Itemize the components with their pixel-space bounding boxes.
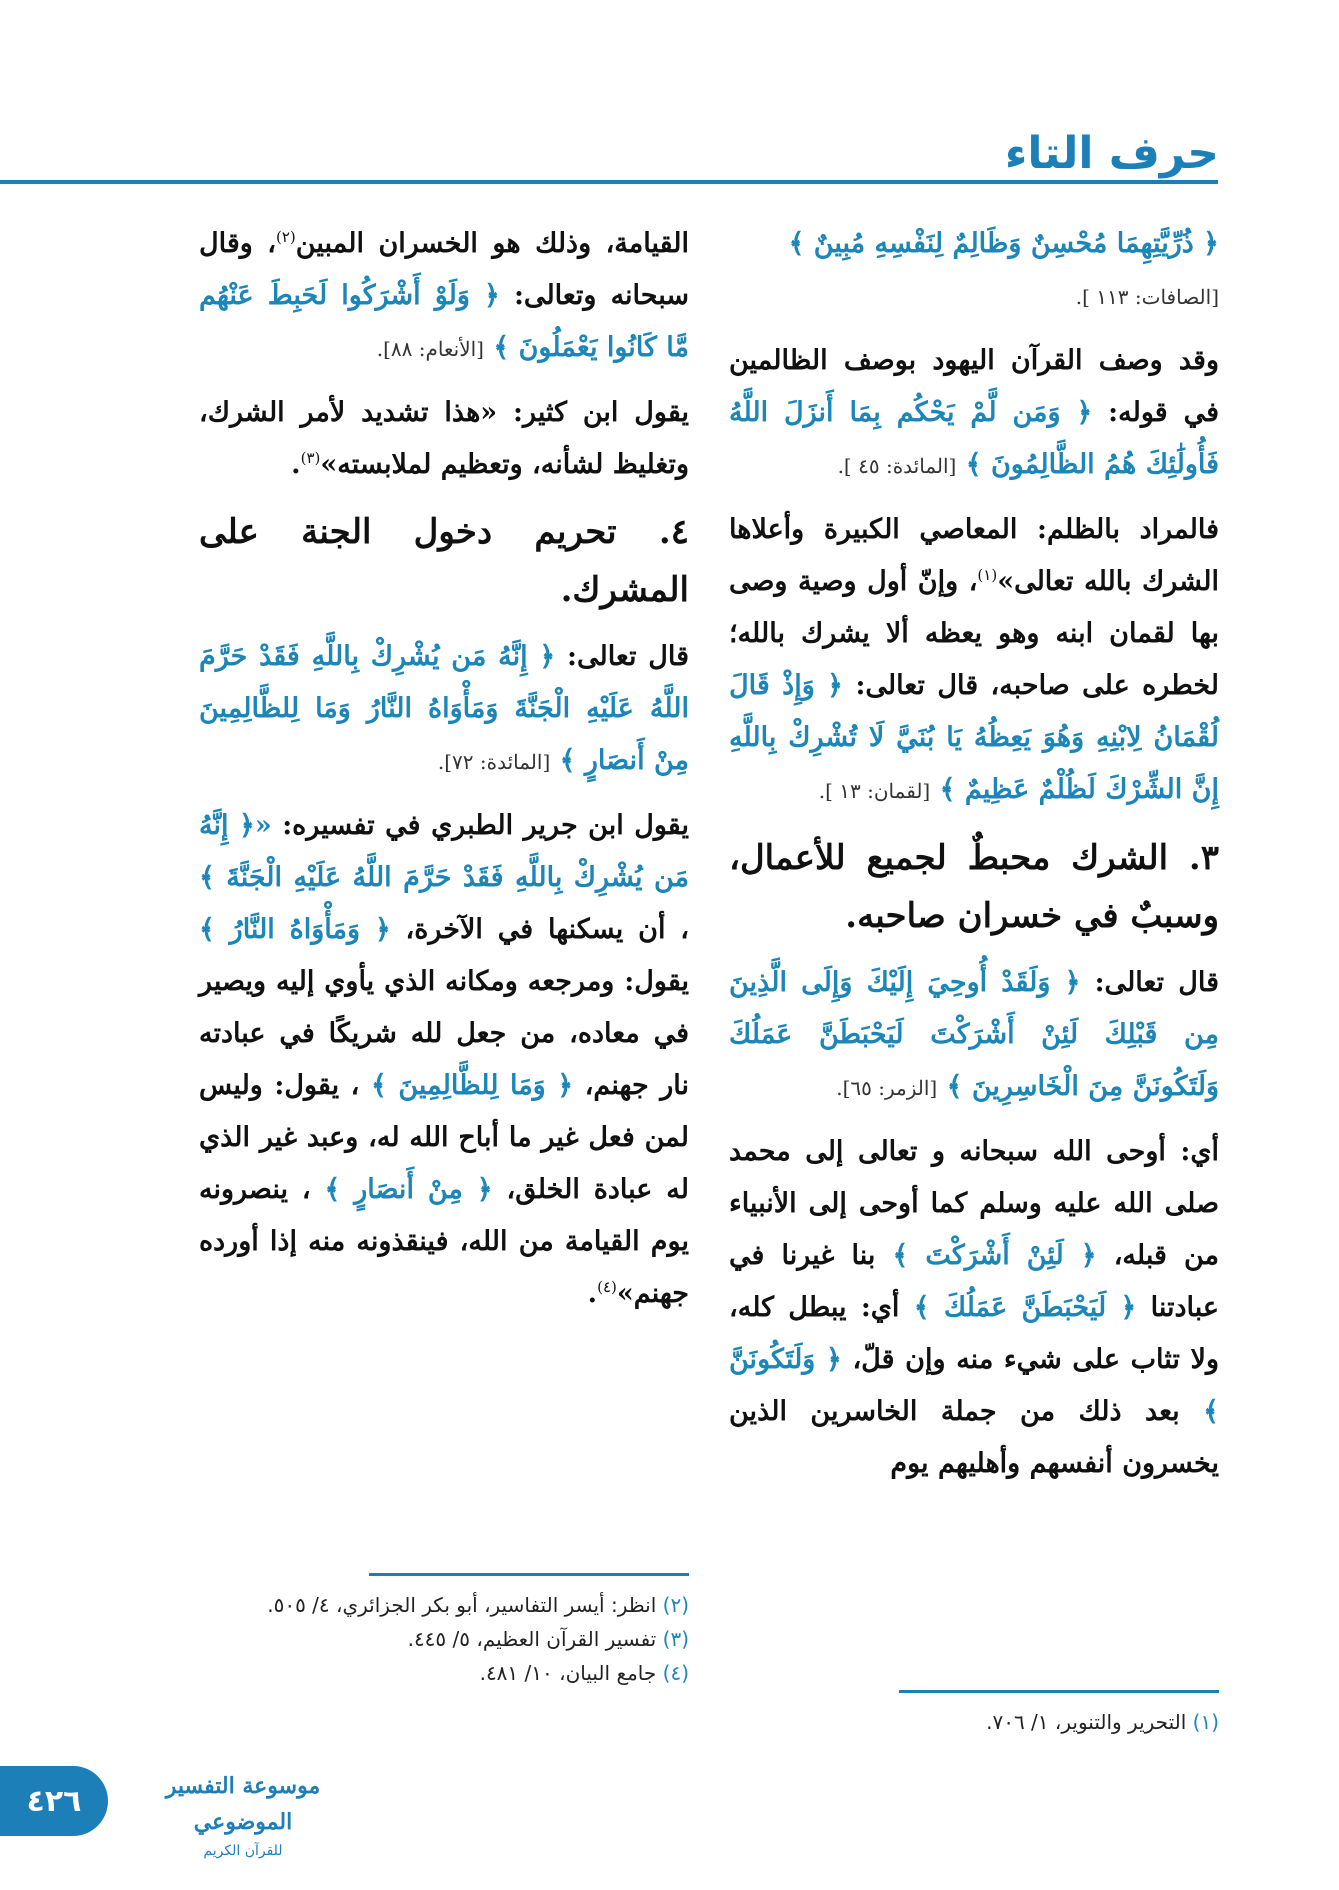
quran-verse: ﴿ وَلَتَكُونَنَّ ﴾ xyxy=(729,1344,1219,1427)
quran-verse: ﴿ وَمَأْوَاهُ النَّارُ ﴾ xyxy=(199,914,391,945)
footnote-rule xyxy=(899,1690,1219,1693)
encyclopedia-logo xyxy=(118,1768,368,1859)
body-text: ، ينصرونه يوم القيامة من الله، فينقذونه منه إذا أورده جهنم» xyxy=(199,1174,689,1309)
paragraph xyxy=(729,335,1219,492)
body-text: ، أن يسكنها في الآخرة، xyxy=(405,914,690,945)
paragraph xyxy=(199,631,689,788)
quran-verse: ﴿ لَيَحْبَطَنَّ عَمَلُكَ ﴾ xyxy=(913,1292,1137,1323)
verse-reference: [الزمر: ٦٥]. xyxy=(836,1076,938,1100)
footnote-marker[interactable]: (١) xyxy=(977,566,998,584)
quran-verse: ﴿ ذُرِّيَّتِهِمَا مُحْسِنٌ وَظَالِمٌ لِنَفْسِهِ مُبِينٌ ﴾ xyxy=(788,228,1219,259)
body-text: فالمراد بالظلم: المعاصي الكبيرة وأعلاها الشرك بالله تعالى» xyxy=(729,514,1219,597)
footnote-text: تفسير القرآن العظيم، ٥/ ٤٤٥. xyxy=(407,1627,657,1651)
section-heading: ٤. تحريم دخول الجنة على المشرك. xyxy=(199,512,689,610)
footnote-marker[interactable]: (٢) xyxy=(276,228,296,246)
footnote-text: التحرير والتنوير، ١/ ٧٠٦. xyxy=(986,1710,1187,1734)
paragraph xyxy=(199,218,689,375)
verse-reference: [لقمان: ١٣ ]. xyxy=(818,779,931,803)
quran-verse: ﴿ إِنَّهُ مَن يُشْرِكْ بِاللَّهِ فَقَدْ حَرَّمَ اللَّهُ عَلَيْهِ الْجَنَّةَ وَمَأْوَاهُ النَّارُ وَمَا لِلظَّالِمِينَ مِنْ أَنصَارٍ ﴾ xyxy=(199,641,689,776)
quran-verse: ﴿ وَلَوْ أَشْرَكُوا لَحَبِطَ عَنْهُم مَّا كَانُوا يَعْمَلُونَ ﴾ xyxy=(199,280,689,363)
verse-reference: [الأنعام: ٨٨]. xyxy=(376,337,484,361)
footnote-text: جامع البيان، ١٠/ ٤٨١. xyxy=(479,1661,657,1685)
paragraph xyxy=(729,218,1219,323)
verse-reference: [المائدة: ٤٥ ]. xyxy=(837,454,957,478)
quran-verse: ﴿ مِنْ أَنصَارٍ ﴾ xyxy=(324,1174,493,1205)
body-text: يقول ابن كثير: «هذا تشديد لأمر الشرك، وتغليظ لشأنه، وتعظيم لملابسته» xyxy=(199,397,689,480)
footnote-number: (٢) xyxy=(662,1593,689,1617)
paragraph xyxy=(199,387,689,491)
verse-reference: [المائدة: ٧٢]. xyxy=(437,750,551,774)
footnotes-left xyxy=(199,1573,689,1692)
footnote xyxy=(199,1658,689,1688)
footnote xyxy=(199,1624,689,1654)
header-rule xyxy=(0,180,1218,184)
paragraph xyxy=(729,957,1219,1114)
footnote-number: (١) xyxy=(1192,1710,1219,1734)
body-text: قال تعالى: xyxy=(567,641,689,672)
body-text: قال تعالى: xyxy=(1094,967,1219,998)
paragraph xyxy=(729,1126,1219,1490)
body-text: ، وقال سبحانه وتعالى: xyxy=(199,228,689,311)
footnotes-right xyxy=(899,1690,1219,1741)
footnote-text: انظر: أيسر التفاسير، أبو بكر الجزائري، ٤/ ٥٠٥. xyxy=(267,1593,657,1617)
quran-verse: ﴿ وَإِذْ قَالَ لُقْمَانُ لِابْنِهِ وَهُوَ يَعِظُهُ يَا بُنَيَّ لَا تُشْرِكْ بِاللَّهِ إِنَّ الشِّرْكَ لَظُلْمٌ عَظِيمٌ ﴾ xyxy=(729,670,1219,805)
verse-reference: [الصافات: ١١٣ ]. xyxy=(1075,285,1219,309)
body-text: أي: يبطل كله، ولا تثاب على شيء منه وإن قلّ، xyxy=(729,1292,1219,1375)
body-text: أي: أوحى الله سبحانه و تعالى إلى محمد صلى الله عليه وسلم كما أوحى إلى الأنبياء من قبله، xyxy=(729,1136,1219,1271)
body-text: وقد وصف القرآن اليهود بوصف الظالمين في قوله: xyxy=(729,345,1219,428)
body-text: يقول ابن جرير الطبري في تفسيره: xyxy=(282,810,689,841)
left-column xyxy=(199,218,689,1332)
chapter-title: حرف التاء xyxy=(1004,128,1219,179)
page-number-badge: ٤٢٦ xyxy=(0,1766,108,1836)
right-column xyxy=(729,218,1219,1502)
body-text: بعد ذلك من جملة الخاسرين الذين يخسرون أنفسهم وأهليهم يوم xyxy=(729,1396,1219,1479)
quran-verse: ﴿ وَمَا لِلظَّالِمِينَ ﴾ xyxy=(370,1070,574,1101)
section-heading: ٣. الشرك محبطٌ لجميع للأعمال، وسببٌ في خسران صاحبه. xyxy=(729,838,1219,936)
footnote-rule xyxy=(369,1573,689,1576)
quran-verse: «﴿ إِنَّهُ مَن يُشْرِكْ بِاللَّهِ فَقَدْ حَرَّمَ اللَّهُ عَلَيْهِ الْجَنَّةَ ﴾ xyxy=(199,810,689,893)
body-text: . xyxy=(587,1278,598,1309)
body-text: . xyxy=(291,449,301,480)
footnote-number: (٤) xyxy=(662,1661,689,1685)
logo-subtitle: للقرآن الكريم xyxy=(203,1843,283,1859)
paragraph xyxy=(729,504,1219,817)
body-text: ، يقول: وليس لمن فعل غير ما أباح الله له، وعبد غير الذي له عبادة الخلق، xyxy=(199,1070,689,1205)
footnote-marker[interactable]: (٣) xyxy=(300,449,321,467)
footnote xyxy=(199,1590,689,1620)
quran-verse: ﴿ لَئِنْ أَشْرَكْتَ ﴾ xyxy=(892,1240,1097,1271)
quran-verse: ﴿ وَلَقَدْ أُوحِيَ إِلَيْكَ وَإِلَى الَّذِينَ مِن قَبْلِكَ لَئِنْ أَشْرَكْتَ لَيَحْبَطَنَّ عَمَلُكَ وَلَتَكُونَنَّ مِنَ الْخَاسِرِينَ ﴾ xyxy=(729,967,1219,1102)
footnote-number: (٣) xyxy=(662,1627,689,1651)
footnote xyxy=(899,1707,1219,1737)
quran-verse: ﴿ وَمَن لَّمْ يَحْكُم بِمَا أَنزَلَ اللَّهُ فَأُولَٰئِكَ هُمُ الظَّالِمُونَ ﴾ xyxy=(729,397,1219,480)
footnote-marker[interactable]: (٤) xyxy=(597,1278,617,1296)
body-text: القيامة، وذلك هو الخسران المبين xyxy=(295,228,690,259)
body-text: بنا غيرنا في عبادتنا xyxy=(729,1240,1219,1323)
paragraph xyxy=(199,800,689,1320)
body-text: ، وإنّ أول وصية وصى بها لقمان ابنه وهو يعظه ألا يشرك بالله؛ لخطره على صاحبه، قال تعالى: xyxy=(729,566,1219,701)
logo-title: موسوعة التفسير الموضوعي xyxy=(165,1773,321,1835)
body-text: يقول: ومرجعه ومكانه الذي يأوي إليه ويصير في معاده، من جعل لله شريكًا في عبادته نار جهنم، xyxy=(199,966,689,1101)
